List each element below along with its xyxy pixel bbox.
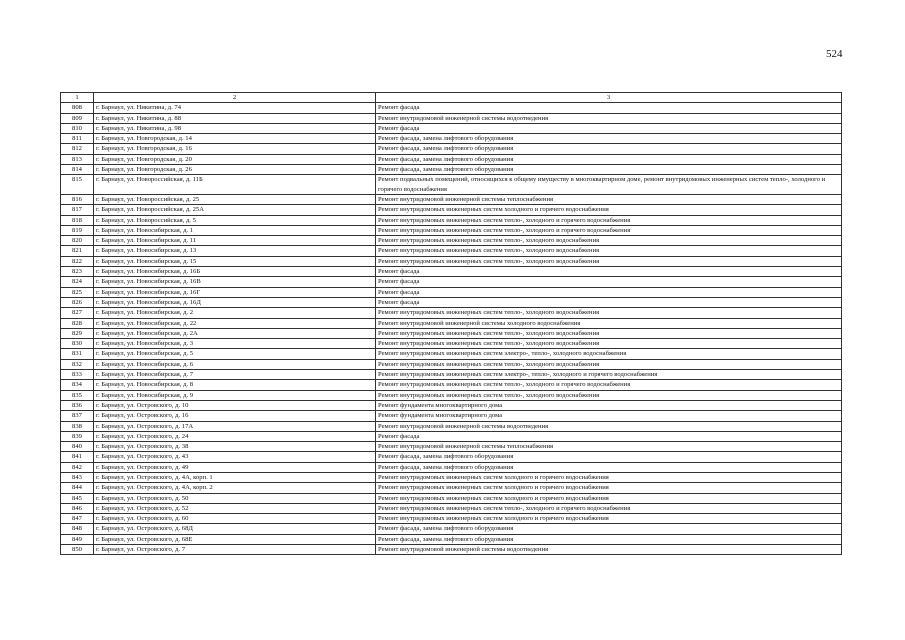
row-address: г. Барнаул, ул. Новосибирская, д. 3 [94, 339, 376, 349]
row-address: г. Барнаул, ул. Островского, д. 4А, корп. 1 [94, 472, 376, 482]
table-row [61, 380, 842, 390]
table-row [61, 545, 842, 555]
table-row [61, 205, 842, 215]
table-row [61, 411, 842, 421]
row-number: 817 [61, 205, 94, 215]
row-address: г. Барнаул, ул. Новгородская, д. 26 [94, 165, 376, 175]
table-row [61, 318, 842, 328]
row-address: г. Барнаул, ул. Островского, д. 43 [94, 452, 376, 462]
row-work: Ремонт внутридомовых инженерных систем холодного и горячего водоснабжения [376, 205, 842, 215]
row-work: Ремонт внутридомовых инженерных систем электро-, тепло-, холодного водоснабжения [376, 349, 842, 359]
row-number: 827 [61, 308, 94, 318]
row-number: 849 [61, 534, 94, 544]
table-row [61, 144, 842, 154]
row-address: г. Барнаул, ул. Новосибирская, д. 11 [94, 236, 376, 246]
row-number: 824 [61, 277, 94, 287]
row-address: г. Барнаул, ул. Новосибирская, д. 8 [94, 380, 376, 390]
row-address: г. Барнаул, ул. Островского, д. 24 [94, 431, 376, 441]
row-number: 813 [61, 154, 94, 164]
table-row [61, 524, 842, 534]
table-row [61, 493, 842, 503]
table-row [61, 390, 842, 400]
row-work: Ремонт внутридомовой инженерной системы водоотведения [376, 113, 842, 123]
table-row [61, 175, 842, 195]
row-number: 847 [61, 514, 94, 524]
row-work: Ремонт внутридомовых инженерных систем тепло-, холодного и горячего водоснабжения [376, 380, 842, 390]
row-number: 818 [61, 215, 94, 225]
row-work: Ремонт фундамента многоквартирного дома [376, 400, 842, 410]
row-address: г. Барнаул, ул. Новосибирская, д. 22 [94, 318, 376, 328]
row-number: 832 [61, 359, 94, 369]
row-address: г. Барнаул, ул. Новосибирская, д. 16Д [94, 297, 376, 307]
row-number: 844 [61, 483, 94, 493]
row-work: Ремонт внутридомовых инженерных систем тепло-, холодного водоснабжения [376, 236, 842, 246]
row-number: 815 [61, 175, 94, 195]
table-row [61, 134, 842, 144]
row-work: Ремонт внутридомовых инженерных систем тепло-, холодного водоснабжения [376, 359, 842, 369]
row-address: г. Барнаул, ул. Никитина, д. 74 [94, 103, 376, 113]
row-work: Ремонт фасада, замена лифтового оборудования [376, 524, 842, 534]
row-number: 838 [61, 421, 94, 431]
row-address: г. Барнаул, ул. Новосибирская, д. 2А [94, 328, 376, 338]
column-number-2: 2 [94, 93, 376, 103]
row-work: Ремонт внутридомовой инженерной системы водоотведения [376, 421, 842, 431]
row-work: Ремонт внутридомовых инженерных систем тепло-, холодного и горячего водоснабжения [376, 503, 842, 513]
row-number: 829 [61, 328, 94, 338]
row-address: г. Барнаул, ул. Новосибирская, д. 16В [94, 277, 376, 287]
row-address: г. Барнаул, ул. Новгородская, д. 20 [94, 154, 376, 164]
row-work: Ремонт внутридомовых инженерных систем тепло-, холодного водоснабжения [376, 308, 842, 318]
row-address: г. Барнаул, ул. Никитина, д. 88 [94, 113, 376, 123]
table-row [61, 452, 842, 462]
row-work: Ремонт внутридомовых инженерных систем холодного и горячего водоснабжения [376, 493, 842, 503]
table-row [61, 339, 842, 349]
table-row [61, 370, 842, 380]
table-row [61, 462, 842, 472]
row-number: 850 [61, 545, 94, 555]
row-address: г. Барнаул, ул. Новороссийская, д. 25А [94, 205, 376, 215]
row-address: г. Барнаул, ул. Новосибирская, д. 1 [94, 225, 376, 235]
row-number: 812 [61, 144, 94, 154]
row-work: Ремонт внутридомовой инженерной системы теплоснабжения [376, 194, 842, 204]
row-number: 846 [61, 503, 94, 513]
table-row [61, 400, 842, 410]
column-number-row [61, 93, 842, 103]
table-row [61, 297, 842, 307]
row-address: г. Барнаул, ул. Островского, д. 49 [94, 462, 376, 472]
row-work: Ремонт фасада [376, 297, 842, 307]
row-work: Ремонт фасада, замена лифтового оборудования [376, 452, 842, 462]
row-number: 830 [61, 339, 94, 349]
row-address: г. Барнаул, ул. Островского, д. 16 [94, 411, 376, 421]
table-row [61, 534, 842, 544]
row-work: Ремонт внутридомовых инженерных систем тепло-, холодного водоснабжения [376, 246, 842, 256]
row-number: 825 [61, 287, 94, 297]
row-work: Ремонт внутридомовой инженерной системы водоотведения [376, 545, 842, 555]
row-address: г. Барнаул, ул. Островского, д. 50 [94, 493, 376, 503]
table-row [61, 349, 842, 359]
row-number: 840 [61, 442, 94, 452]
row-address: г. Барнаул, ул. Новгородская, д. 16 [94, 144, 376, 154]
row-number: 819 [61, 225, 94, 235]
table-row [61, 215, 842, 225]
table-row [61, 113, 842, 123]
row-work: Ремонт фасада, замена лифтового оборудования [376, 462, 842, 472]
row-address: г. Барнаул, ул. Новосибирская, д. 2 [94, 308, 376, 318]
row-work: Ремонт фасада [376, 277, 842, 287]
row-work: Ремонт внутридомовой инженерной системы теплоснабжения [376, 442, 842, 452]
table-row [61, 472, 842, 482]
row-number: 823 [61, 267, 94, 277]
table-row [61, 256, 842, 266]
table-row [61, 328, 842, 338]
row-number: 814 [61, 165, 94, 175]
table-row [61, 483, 842, 493]
row-work: Ремонт фасада, замена лифтового оборудования [376, 534, 842, 544]
row-address: г. Барнаул, ул. Новосибирская, д. 16Г [94, 287, 376, 297]
row-address: г. Барнаул, ул. Новосибирская, д. 15 [94, 256, 376, 266]
row-number: 834 [61, 380, 94, 390]
row-address: г. Барнаул, ул. Островского, д. 17А [94, 421, 376, 431]
row-work: Ремонт внутридомовых инженерных систем тепло-, холодного водоснабжения [376, 390, 842, 400]
table-row [61, 277, 842, 287]
row-address: г. Барнаул, ул. Островского, д. 68Д [94, 524, 376, 534]
row-address: г. Барнаул, ул. Новосибирская, д. 9 [94, 390, 376, 400]
row-address: г. Барнаул, ул. Новосибирская, д. 6 [94, 359, 376, 369]
table-row [61, 431, 842, 441]
row-number: 820 [61, 236, 94, 246]
table-row [61, 421, 842, 431]
row-number: 839 [61, 431, 94, 441]
row-number: 826 [61, 297, 94, 307]
column-number-1: 1 [61, 93, 94, 103]
row-work: Ремонт внутридомовых инженерных систем тепло-, холодного водоснабжения [376, 256, 842, 266]
table-row [61, 287, 842, 297]
table-row [61, 308, 842, 318]
row-address: г. Барнаул, ул. Островского, д. 4А, корп. 2 [94, 483, 376, 493]
row-number: 822 [61, 256, 94, 266]
row-number: 848 [61, 524, 94, 534]
row-address: г. Барнаул, ул. Новороссийская, д. 11Б [94, 175, 376, 195]
row-work: Ремонт фасада [376, 287, 842, 297]
row-address: г. Барнаул, ул. Новороссийская, д. 25 [94, 194, 376, 204]
table-row [61, 246, 842, 256]
table-row [61, 236, 842, 246]
row-number: 808 [61, 103, 94, 113]
table-row [61, 194, 842, 204]
row-address: г. Барнаул, ул. Островского, д. 10 [94, 400, 376, 410]
row-number: 835 [61, 390, 94, 400]
row-work: Ремонт внутридомовых инженерных систем тепло-, холодного водоснабжения [376, 328, 842, 338]
row-number: 816 [61, 194, 94, 204]
row-number: 809 [61, 113, 94, 123]
row-address: г. Барнаул, ул. Новосибирская, д. 13 [94, 246, 376, 256]
row-number: 828 [61, 318, 94, 328]
row-work: Ремонт подвальных помещений, относящихся к общему имуществу в многоквартирном доме, ремонт внутридомовых инженерных систем тепло-, холодного и горячего водоснабжения [376, 175, 842, 195]
row-number: 845 [61, 493, 94, 503]
row-work: Ремонт фасада, замена лифтового оборудования [376, 165, 842, 175]
row-address: г. Барнаул, ул. Новосибирская, д. 5 [94, 349, 376, 359]
row-work: Ремонт фасада, замена лифтового оборудования [376, 144, 842, 154]
row-address: г. Барнаул, ул. Новосибирская, д. 7 [94, 370, 376, 380]
row-work: Ремонт внутридомовых инженерных систем тепло-, холодного и горячего водоснабжения [376, 225, 842, 235]
repair-works-table [60, 92, 842, 555]
row-work: Ремонт фасада [376, 431, 842, 441]
row-address: г. Барнаул, ул. Островского, д. 7 [94, 545, 376, 555]
table-row [61, 103, 842, 113]
page-number: 524 [826, 48, 843, 60]
row-number: 843 [61, 472, 94, 482]
row-address: г. Барнаул, ул. Новосибирская, д. 16Б [94, 267, 376, 277]
row-number: 842 [61, 462, 94, 472]
row-address: г. Барнаул, ул. Островского, д. 52 [94, 503, 376, 513]
row-work: Ремонт внутридомовых инженерных систем тепло-, холодного и горячего водоснабжения [376, 215, 842, 225]
row-number: 831 [61, 349, 94, 359]
row-address: г. Барнаул, ул. Новороссийская, д. 5 [94, 215, 376, 225]
row-number: 833 [61, 370, 94, 380]
row-work: Ремонт внутридомовых инженерных систем холодного и горячего водоснабжения [376, 514, 842, 524]
row-work: Ремонт фундамента многоквартирного дома [376, 411, 842, 421]
table-body [61, 93, 842, 555]
row-work: Ремонт фасада, замена лифтового оборудования [376, 154, 842, 164]
row-work: Ремонт фасада, замена лифтового оборудования [376, 134, 842, 144]
table-row [61, 503, 842, 513]
row-address: г. Барнаул, ул. Островского, д. 38 [94, 442, 376, 452]
table-row [61, 123, 842, 133]
table-row [61, 225, 842, 235]
row-address: г. Барнаул, ул. Новгородская, д. 14 [94, 134, 376, 144]
row-work: Ремонт внутридомовой инженерной системы холодного водоснабжения [376, 318, 842, 328]
row-number: 836 [61, 400, 94, 410]
row-work: Ремонт внутридомовых инженерных систем тепло-, холодного водоснабжения [376, 339, 842, 349]
row-work: Ремонт внутридомовых инженерных систем холодного и горячего водоснабжения [376, 483, 842, 493]
table-row [61, 442, 842, 452]
row-address: г. Барнаул, ул. Никитина, д. 98 [94, 123, 376, 133]
row-work: Ремонт фасада [376, 123, 842, 133]
row-address: г. Барнаул, ул. Островского, д. 60 [94, 514, 376, 524]
table-row [61, 514, 842, 524]
row-number: 821 [61, 246, 94, 256]
table-row [61, 267, 842, 277]
table-row [61, 165, 842, 175]
column-number-3: 3 [376, 93, 842, 103]
row-address: г. Барнаул, ул. Островского, д. 68Е [94, 534, 376, 544]
table-row [61, 359, 842, 369]
row-number: 841 [61, 452, 94, 462]
row-work: Ремонт внутридомовых инженерных систем холодного и горячего водоснабжения [376, 472, 842, 482]
row-work: Ремонт фасада [376, 103, 842, 113]
row-number: 837 [61, 411, 94, 421]
row-number: 810 [61, 123, 94, 133]
table-row [61, 154, 842, 164]
row-work: Ремонт внутридомовых инженерных систем электро-, тепло-, холодного и горячего водоснабжения [376, 370, 842, 380]
row-number: 811 [61, 134, 94, 144]
row-work: Ремонт фасада [376, 267, 842, 277]
